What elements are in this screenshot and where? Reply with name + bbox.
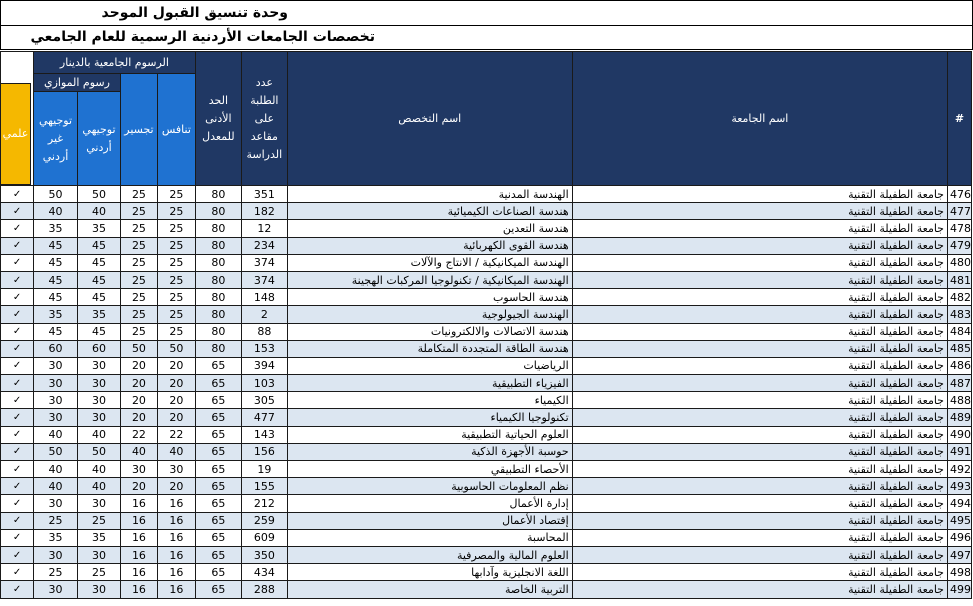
parallel-jordanian-fee-cell: 40 xyxy=(77,461,120,478)
seats-cell: 351 xyxy=(241,186,287,203)
parallel-foreign-fee-cell: 50 xyxy=(34,443,78,460)
bridging-fee-cell: 22 xyxy=(120,426,157,443)
min-average-cell: 80 xyxy=(195,186,241,203)
bridging-fee-cell: 16 xyxy=(120,546,157,563)
row-index: 498 xyxy=(948,564,972,581)
major-cell: تكنولوجيا الكيمياء xyxy=(287,409,572,426)
major-cell: المحاسبة xyxy=(287,529,572,546)
table-row xyxy=(1,375,972,392)
competitive-fee-cell: 25 xyxy=(157,289,195,306)
row-index: 499 xyxy=(948,581,972,598)
university-cell: جامعة الطفيلة التقنية xyxy=(572,306,947,323)
parallel-jordanian-fee-cell: 45 xyxy=(77,254,120,271)
header-index: # xyxy=(948,52,972,186)
min-average-cell: 65 xyxy=(195,512,241,529)
table-row xyxy=(1,581,972,598)
parallel-jordanian-fee-cell: 45 xyxy=(77,237,120,254)
parallel-foreign-fee-cell: 45 xyxy=(34,254,78,271)
major-cell: الهندسة الميكانيكية / الانتاج والآلات xyxy=(287,254,572,271)
university-cell: جامعة الطفيلة التقنية xyxy=(572,512,947,529)
scientific-check-cell: ✓ xyxy=(1,271,34,288)
major-cell: الكيمياء xyxy=(287,392,572,409)
min-average-cell: 65 xyxy=(195,564,241,581)
row-index: 494 xyxy=(948,495,972,512)
bridging-fee-cell: 50 xyxy=(120,340,157,357)
seats-cell: 156 xyxy=(241,443,287,460)
bridging-fee-cell: 25 xyxy=(120,186,157,203)
parallel-jordanian-fee-cell: 40 xyxy=(77,426,120,443)
parallel-jordanian-fee-cell: 50 xyxy=(77,443,120,460)
table-row xyxy=(1,512,972,529)
competitive-fee-cell: 16 xyxy=(157,495,195,512)
competitive-fee-cell: 25 xyxy=(157,271,195,288)
parallel-foreign-fee-cell: 50 xyxy=(34,186,78,203)
bridging-fee-cell: 25 xyxy=(120,323,157,340)
scientific-check-cell: ✓ xyxy=(1,478,34,495)
major-cell: الهندسة المدنية xyxy=(287,186,572,203)
bridging-fee-cell: 20 xyxy=(120,392,157,409)
major-cell: هندسة الطاقة المتجددة المتكاملة xyxy=(287,340,572,357)
row-index: 484 xyxy=(948,323,972,340)
seats-cell: 153 xyxy=(241,340,287,357)
seats-cell: 182 xyxy=(241,203,287,220)
competitive-fee-cell: 20 xyxy=(157,357,195,374)
major-cell: التربية الخاصة xyxy=(287,581,572,598)
table-row xyxy=(1,357,972,374)
scientific-check-cell: ✓ xyxy=(1,203,34,220)
scientific-check-cell: ✓ xyxy=(1,426,34,443)
competitive-fee-cell: 25 xyxy=(157,306,195,323)
scientific-check-cell: ✓ xyxy=(1,289,34,306)
bridging-fee-cell: 16 xyxy=(120,581,157,598)
seats-cell: 374 xyxy=(241,271,287,288)
table-row xyxy=(1,409,972,426)
university-cell: جامعة الطفيلة التقنية xyxy=(572,495,947,512)
competitive-fee-cell: 25 xyxy=(157,254,195,271)
table-row xyxy=(1,495,972,512)
seats-cell: 259 xyxy=(241,512,287,529)
scientific-check-cell: ✓ xyxy=(1,461,34,478)
min-average-cell: 80 xyxy=(195,306,241,323)
major-cell: الرياضيات xyxy=(287,357,572,374)
university-cell: جامعة الطفيلة التقنية xyxy=(572,237,947,254)
major-cell: هندسة الاتصالات والالكترونيات xyxy=(287,323,572,340)
row-index: 489 xyxy=(948,409,972,426)
competitive-fee-cell: 16 xyxy=(157,512,195,529)
university-cell: جامعة الطفيلة التقنية xyxy=(572,340,947,357)
row-index: 497 xyxy=(948,546,972,563)
major-cell: إقتصاد الأعمال xyxy=(287,512,572,529)
competitive-fee-cell: 16 xyxy=(157,564,195,581)
scientific-check-cell: ✓ xyxy=(1,254,34,271)
min-average-cell: 65 xyxy=(195,357,241,374)
parallel-jordanian-fee-cell: 35 xyxy=(77,529,120,546)
table-row xyxy=(1,186,972,203)
parallel-foreign-fee-cell: 35 xyxy=(34,306,78,323)
row-index: 490 xyxy=(948,426,972,443)
header-competitive: تنافس xyxy=(157,74,195,186)
table-row xyxy=(1,237,972,254)
university-cell: جامعة الطفيلة التقنية xyxy=(572,323,947,340)
bridging-fee-cell: 16 xyxy=(120,529,157,546)
seats-cell: 19 xyxy=(241,461,287,478)
table-row xyxy=(1,306,972,323)
parallel-jordanian-fee-cell: 60 xyxy=(77,340,120,357)
major-cell: هندسة الحاسوب xyxy=(287,289,572,306)
university-cell: جامعة الطفيلة التقنية xyxy=(572,546,947,563)
row-index: 493 xyxy=(948,478,972,495)
header-parallel-jordanian: توجيهي أردني xyxy=(77,92,120,186)
university-cell: جامعة الطفيلة التقنية xyxy=(572,478,947,495)
scientific-check-cell: ✓ xyxy=(1,392,34,409)
row-index: 482 xyxy=(948,289,972,306)
parallel-foreign-fee-cell: 30 xyxy=(34,392,78,409)
parallel-jordanian-fee-cell: 30 xyxy=(77,357,120,374)
row-index: 491 xyxy=(948,443,972,460)
min-average-cell: 65 xyxy=(195,426,241,443)
parallel-jordanian-fee-cell: 45 xyxy=(77,271,120,288)
row-index: 486 xyxy=(948,357,972,374)
bridging-fee-cell: 20 xyxy=(120,375,157,392)
competitive-fee-cell: 16 xyxy=(157,529,195,546)
competitive-fee-cell: 20 xyxy=(157,392,195,409)
university-cell: جامعة الطفيلة التقنية xyxy=(572,375,947,392)
table-row xyxy=(1,478,972,495)
header-parallel-group: رسوم الموازي xyxy=(34,74,121,92)
major-cell: العلوم المالية والمصرفية xyxy=(287,546,572,563)
major-cell: الهندسة الميكانيكية / تكنولوجيا المركبات الهجينة xyxy=(287,271,572,288)
parallel-foreign-fee-cell: 45 xyxy=(34,289,78,306)
parallel-jordanian-fee-cell: 30 xyxy=(77,392,120,409)
document-title: تخصصات الجامعات الأردنية الرسمية للعام الجامعي xyxy=(0,26,973,50)
row-index: 477 xyxy=(948,203,972,220)
bridging-fee-cell: 16 xyxy=(120,495,157,512)
min-average-cell: 80 xyxy=(195,220,241,237)
table-row xyxy=(1,461,972,478)
scientific-header: علمي xyxy=(0,83,31,185)
seats-cell: 305 xyxy=(241,392,287,409)
parallel-jordanian-fee-cell: 25 xyxy=(77,564,120,581)
parallel-foreign-fee-cell: 40 xyxy=(34,426,78,443)
competitive-fee-cell: 25 xyxy=(157,323,195,340)
scientific-check-cell: ✓ xyxy=(1,357,34,374)
seats-cell: 350 xyxy=(241,546,287,563)
scientific-check-cell: ✓ xyxy=(1,306,34,323)
min-average-cell: 65 xyxy=(195,581,241,598)
scientific-check-cell: ✓ xyxy=(1,443,34,460)
bridging-fee-cell: 20 xyxy=(120,478,157,495)
bridging-fee-cell: 25 xyxy=(120,289,157,306)
university-cell: جامعة الطفيلة التقنية xyxy=(572,203,947,220)
university-cell: جامعة الطفيلة التقنية xyxy=(572,186,947,203)
seats-cell: 212 xyxy=(241,495,287,512)
min-average-cell: 80 xyxy=(195,237,241,254)
min-average-cell: 65 xyxy=(195,478,241,495)
competitive-fee-cell: 25 xyxy=(157,203,195,220)
competitive-fee-cell: 16 xyxy=(157,546,195,563)
major-cell: نظم المعلومات الحاسوبية xyxy=(287,478,572,495)
seats-cell: 394 xyxy=(241,357,287,374)
majors-table xyxy=(0,51,972,599)
bridging-fee-cell: 25 xyxy=(120,220,157,237)
parallel-jordanian-fee-cell: 30 xyxy=(77,409,120,426)
competitive-fee-cell: 20 xyxy=(157,375,195,392)
parallel-foreign-fee-cell: 25 xyxy=(34,564,78,581)
university-cell: جامعة الطفيلة التقنية xyxy=(572,461,947,478)
competitive-fee-cell: 40 xyxy=(157,443,195,460)
university-cell: جامعة الطفيلة التقنية xyxy=(572,443,947,460)
parallel-jordanian-fee-cell: 45 xyxy=(77,289,120,306)
scientific-check-cell: ✓ xyxy=(1,375,34,392)
min-average-cell: 65 xyxy=(195,529,241,546)
row-index: 478 xyxy=(948,220,972,237)
table-row xyxy=(1,254,972,271)
scientific-check-cell: ✓ xyxy=(1,237,34,254)
parallel-jordanian-fee-cell: 25 xyxy=(77,512,120,529)
min-average-cell: 65 xyxy=(195,443,241,460)
parallel-foreign-fee-cell: 45 xyxy=(34,237,78,254)
bridging-fee-cell: 40 xyxy=(120,443,157,460)
parallel-foreign-fee-cell: 30 xyxy=(34,546,78,563)
table-row xyxy=(1,220,972,237)
major-cell: الأحصاء التطبيقي xyxy=(287,461,572,478)
seats-cell: 103 xyxy=(241,375,287,392)
seats-cell: 155 xyxy=(241,478,287,495)
row-index: 485 xyxy=(948,340,972,357)
row-index: 480 xyxy=(948,254,972,271)
seats-cell: 143 xyxy=(241,426,287,443)
header-bridging: تجسير xyxy=(120,74,157,186)
scientific-check-cell: ✓ xyxy=(1,546,34,563)
table-row xyxy=(1,323,972,340)
bridging-fee-cell: 25 xyxy=(120,237,157,254)
competitive-fee-cell: 20 xyxy=(157,409,195,426)
parallel-jordanian-fee-cell: 35 xyxy=(77,306,120,323)
min-average-cell: 65 xyxy=(195,375,241,392)
parallel-jordanian-fee-cell: 30 xyxy=(77,495,120,512)
bridging-fee-cell: 16 xyxy=(120,512,157,529)
parallel-jordanian-fee-cell: 30 xyxy=(77,546,120,563)
min-average-cell: 65 xyxy=(195,392,241,409)
min-average-cell: 80 xyxy=(195,203,241,220)
parallel-foreign-fee-cell: 35 xyxy=(34,220,78,237)
table-row xyxy=(1,443,972,460)
parallel-jordanian-fee-cell: 35 xyxy=(77,220,120,237)
major-cell: هندسة التعدين xyxy=(287,220,572,237)
university-cell: جامعة الطفيلة التقنية xyxy=(572,271,947,288)
parallel-foreign-fee-cell: 30 xyxy=(34,495,78,512)
parallel-foreign-fee-cell: 30 xyxy=(34,357,78,374)
table-row xyxy=(1,289,972,306)
min-average-cell: 65 xyxy=(195,461,241,478)
bridging-fee-cell: 25 xyxy=(120,254,157,271)
parallel-jordanian-fee-cell: 40 xyxy=(77,478,120,495)
min-average-cell: 65 xyxy=(195,495,241,512)
scientific-check-cell: ✓ xyxy=(1,581,34,598)
parallel-jordanian-fee-cell: 45 xyxy=(77,323,120,340)
min-average-cell: 80 xyxy=(195,340,241,357)
seats-cell: 434 xyxy=(241,564,287,581)
university-cell: جامعة الطفيلة التقنية xyxy=(572,254,947,271)
parallel-foreign-fee-cell: 40 xyxy=(34,203,78,220)
university-cell: جامعة الطفيلة التقنية xyxy=(572,357,947,374)
min-average-cell: 80 xyxy=(195,254,241,271)
header-seats: عدد الطلبة على مقاعد الدراسة xyxy=(241,52,287,186)
parallel-foreign-fee-cell: 45 xyxy=(34,323,78,340)
header-parallel-foreign: توجيهي غير أردني xyxy=(34,92,78,186)
parallel-foreign-fee-cell: 40 xyxy=(34,461,78,478)
competitive-fee-cell: 16 xyxy=(157,581,195,598)
table-row xyxy=(1,392,972,409)
min-average-cell: 65 xyxy=(195,409,241,426)
parallel-foreign-fee-cell: 30 xyxy=(34,375,78,392)
row-index: 481 xyxy=(948,271,972,288)
seats-cell: 374 xyxy=(241,254,287,271)
seats-cell: 148 xyxy=(241,289,287,306)
scientific-check-cell: ✓ xyxy=(1,495,34,512)
header-major: اسم التخصص xyxy=(287,52,572,186)
university-cell: جامعة الطفيلة التقنية xyxy=(572,289,947,306)
university-cell: جامعة الطفيلة التقنية xyxy=(572,581,947,598)
row-index: 487 xyxy=(948,375,972,392)
scientific-check-cell: ✓ xyxy=(1,409,34,426)
table-row xyxy=(1,529,972,546)
seats-cell: 2 xyxy=(241,306,287,323)
university-cell: جامعة الطفيلة التقنية xyxy=(572,529,947,546)
competitive-fee-cell: 25 xyxy=(157,186,195,203)
major-cell: هندسة القوى الكهربائية xyxy=(287,237,572,254)
major-cell: اللغة الانجليزية وآدابها xyxy=(287,564,572,581)
bridging-fee-cell: 25 xyxy=(120,306,157,323)
header-min-average: الحد الأدنى للمعدل xyxy=(195,52,241,186)
seats-cell: 288 xyxy=(241,581,287,598)
scientific-check-cell: ✓ xyxy=(1,529,34,546)
university-cell: جامعة الطفيلة التقنية xyxy=(572,220,947,237)
competitive-fee-cell: 20 xyxy=(157,478,195,495)
competitive-fee-cell: 25 xyxy=(157,220,195,237)
seats-cell: 88 xyxy=(241,323,287,340)
scientific-check-cell: ✓ xyxy=(1,186,34,203)
major-cell: إدارة الأعمال xyxy=(287,495,572,512)
table-row xyxy=(1,564,972,581)
parallel-jordanian-fee-cell: 30 xyxy=(77,375,120,392)
row-index: 496 xyxy=(948,529,972,546)
row-index: 488 xyxy=(948,392,972,409)
parallel-foreign-fee-cell: 40 xyxy=(34,478,78,495)
seats-cell: 12 xyxy=(241,220,287,237)
min-average-cell: 65 xyxy=(195,546,241,563)
university-cell: جامعة الطفيلة التقنية xyxy=(572,392,947,409)
row-index: 479 xyxy=(948,237,972,254)
seats-cell: 234 xyxy=(241,237,287,254)
bridging-fee-cell: 20 xyxy=(120,357,157,374)
parallel-foreign-fee-cell: 35 xyxy=(34,529,78,546)
parallel-jordanian-fee-cell: 50 xyxy=(77,186,120,203)
parallel-jordanian-fee-cell: 30 xyxy=(77,581,120,598)
table-row xyxy=(1,340,972,357)
major-cell: هندسة الصناعات الكيميائية xyxy=(287,203,572,220)
min-average-cell: 80 xyxy=(195,289,241,306)
row-index: 483 xyxy=(948,306,972,323)
scientific-check-cell: ✓ xyxy=(1,340,34,357)
major-cell: الهندسة الجيولوجية xyxy=(287,306,572,323)
table-row xyxy=(1,546,972,563)
competitive-fee-cell: 22 xyxy=(157,426,195,443)
header-university: اسم الجامعة xyxy=(572,52,947,186)
row-index: 492 xyxy=(948,461,972,478)
competitive-fee-cell: 25 xyxy=(157,237,195,254)
major-cell: العلوم الحياتية التطبيقية xyxy=(287,426,572,443)
bridging-fee-cell: 25 xyxy=(120,203,157,220)
header-fees-group: الرسوم الجامعية بالدينار xyxy=(34,52,196,74)
parallel-foreign-fee-cell: 30 xyxy=(34,581,78,598)
seats-cell: 609 xyxy=(241,529,287,546)
min-average-cell: 80 xyxy=(195,271,241,288)
competitive-fee-cell: 30 xyxy=(157,461,195,478)
major-cell: الفيزياء التطبيقية xyxy=(287,375,572,392)
table-row xyxy=(1,203,972,220)
parallel-foreign-fee-cell: 45 xyxy=(34,271,78,288)
parallel-foreign-fee-cell: 30 xyxy=(34,409,78,426)
unit-title: وحدة تنسيق القبول الموحد xyxy=(0,0,973,26)
scientific-check-cell: ✓ xyxy=(1,323,34,340)
scientific-check-cell: ✓ xyxy=(1,512,34,529)
min-average-cell: 80 xyxy=(195,323,241,340)
bridging-fee-cell: 20 xyxy=(120,409,157,426)
scientific-check-cell: ✓ xyxy=(1,564,34,581)
bridging-fee-cell: 30 xyxy=(120,461,157,478)
row-index: 495 xyxy=(948,512,972,529)
university-cell: جامعة الطفيلة التقنية xyxy=(572,564,947,581)
university-cell: جامعة الطفيلة التقنية xyxy=(572,426,947,443)
table-row xyxy=(1,271,972,288)
university-cell: جامعة الطفيلة التقنية xyxy=(572,409,947,426)
parallel-foreign-fee-cell: 25 xyxy=(34,512,78,529)
bridging-fee-cell: 25 xyxy=(120,271,157,288)
bridging-fee-cell: 16 xyxy=(120,564,157,581)
parallel-jordanian-fee-cell: 40 xyxy=(77,203,120,220)
seats-cell: 477 xyxy=(241,409,287,426)
major-cell: حوسبة الأجهزة الذكية xyxy=(287,443,572,460)
parallel-foreign-fee-cell: 60 xyxy=(34,340,78,357)
scientific-check-cell: ✓ xyxy=(1,220,34,237)
table-row xyxy=(1,426,972,443)
row-index: 476 xyxy=(948,186,972,203)
competitive-fee-cell: 50 xyxy=(157,340,195,357)
